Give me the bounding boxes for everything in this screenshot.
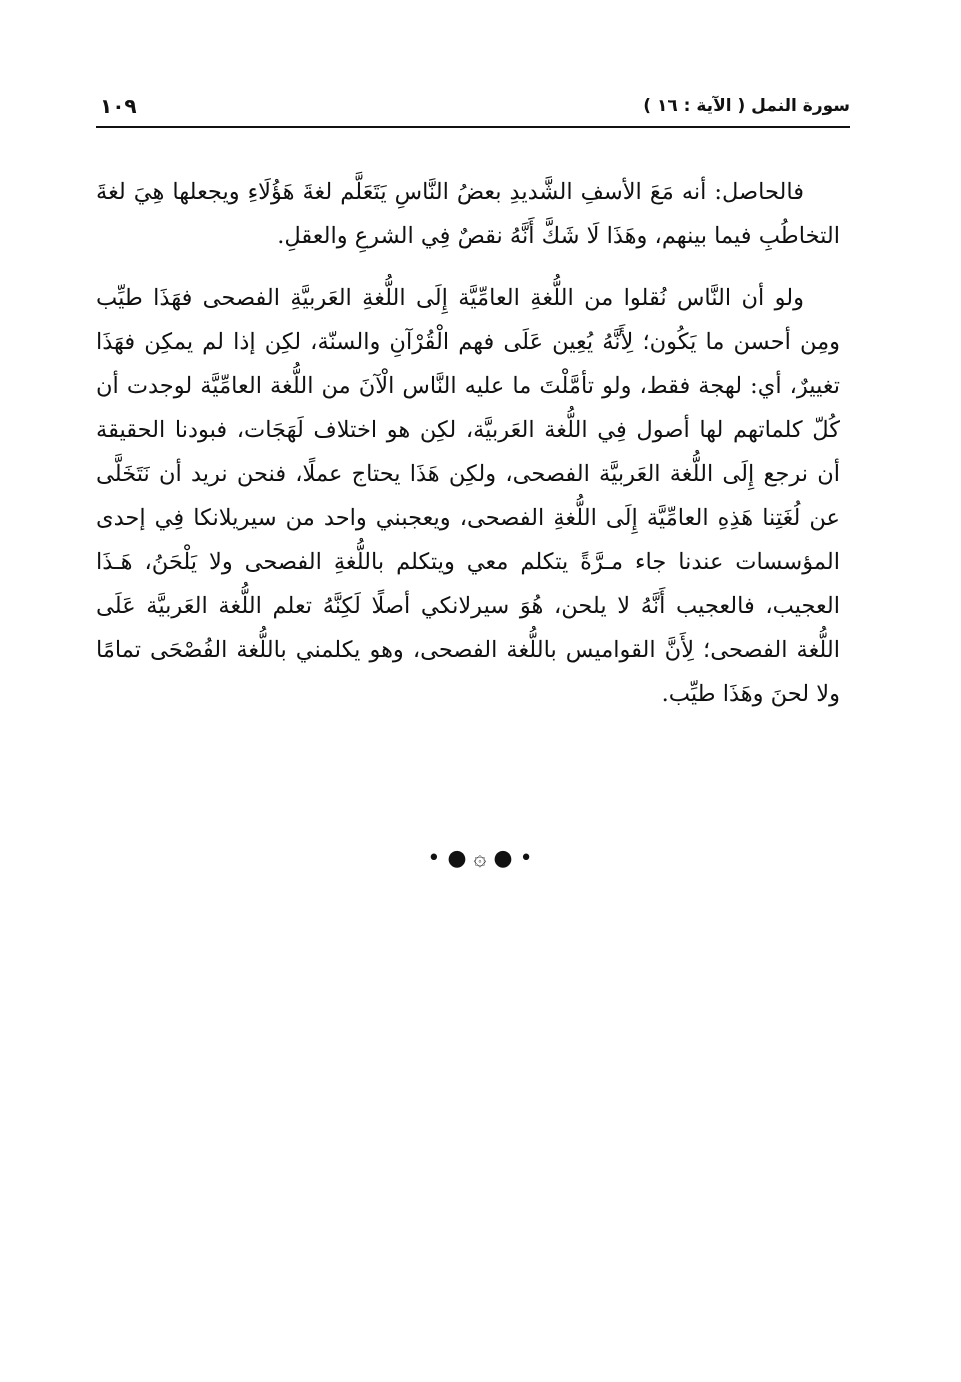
body-text bbox=[96, 170, 840, 734]
section-ornament: • ● ۞ ● • bbox=[427, 846, 533, 871]
paragraph-1: فالحاصل: أنه مَعَ الأسفِ الشَّديدِ بعضُ النَّاسِ يَتَعَلَّم لغةَ هَؤُلَاءِ ويجعلها هِيَ لغةَ التخاطُبِ فيما بينهم، وهَذَا لَا شَكَّ أَنَّهُ نقصٌ فِي الشرعِ والعقلِ. bbox=[96, 179, 840, 249]
page-number: ١٠٩ bbox=[100, 94, 137, 118]
page-header bbox=[96, 92, 850, 128]
header-rule bbox=[96, 126, 850, 128]
running-title: سورة النمل ( الآية : ١٦ ) bbox=[643, 96, 850, 116]
paragraph-2: ولو أن النَّاس نُقلوا من اللُّغةِ العامِّيَّة إِلَى اللُّغةِ العَربيَّةِ الفصحى فهَذَا طيِّب ومِن أحسن ما يَكُون؛ لِأَنَّهُ يُعِين عَلَى فهم الْقُرْآنِ والسنّة، لكِن إذا لم يمكِن فهَذَا تغييرٌ، أي: لهجة فقط، ولو تأمَّلْتَ ما عليه النَّاس الْآنَ من اللُّغة العامِّيَّة لوجدت أن كُلّ كلماتهم لها أصول فِي اللُّغة العَربيَّة، لكِن هو اختلاف لَهَجَات، فبودنا الحقيقة أن نرجع إِلَى اللُّغة العَربيَّة الفصحى، ولكِن هَذَا يحتاج عملًا، فنحن نريد أن نَتَخَلَّى عن لُغَتِنا هَذِهِ العامِّيَّة إِلَى اللُّغةِ الفصحى، ويعجبني واحد من سيريلانكا فِي إحدى المؤسسات عندنا جاء مـرَّةً يتكلم معي ويتكلم باللُّغةِ الفصحى ولا يَلْحَنُ، هَـذَا العجيب، فالعجيب أَنَّهُ لا يلحن، هُوَ سيرلانكي أصلًا لَكِنَّهُ تعلم اللُّغة العَربيَّة عَلَى اللُّغة الفصحى؛ لِأَنَّ القواميس باللُّغة الفصحى، وهو يكلمني باللُّغة الفُصْحَى تمامًا ولا لحنَ وهَذَا طيِّب. bbox=[96, 285, 840, 707]
